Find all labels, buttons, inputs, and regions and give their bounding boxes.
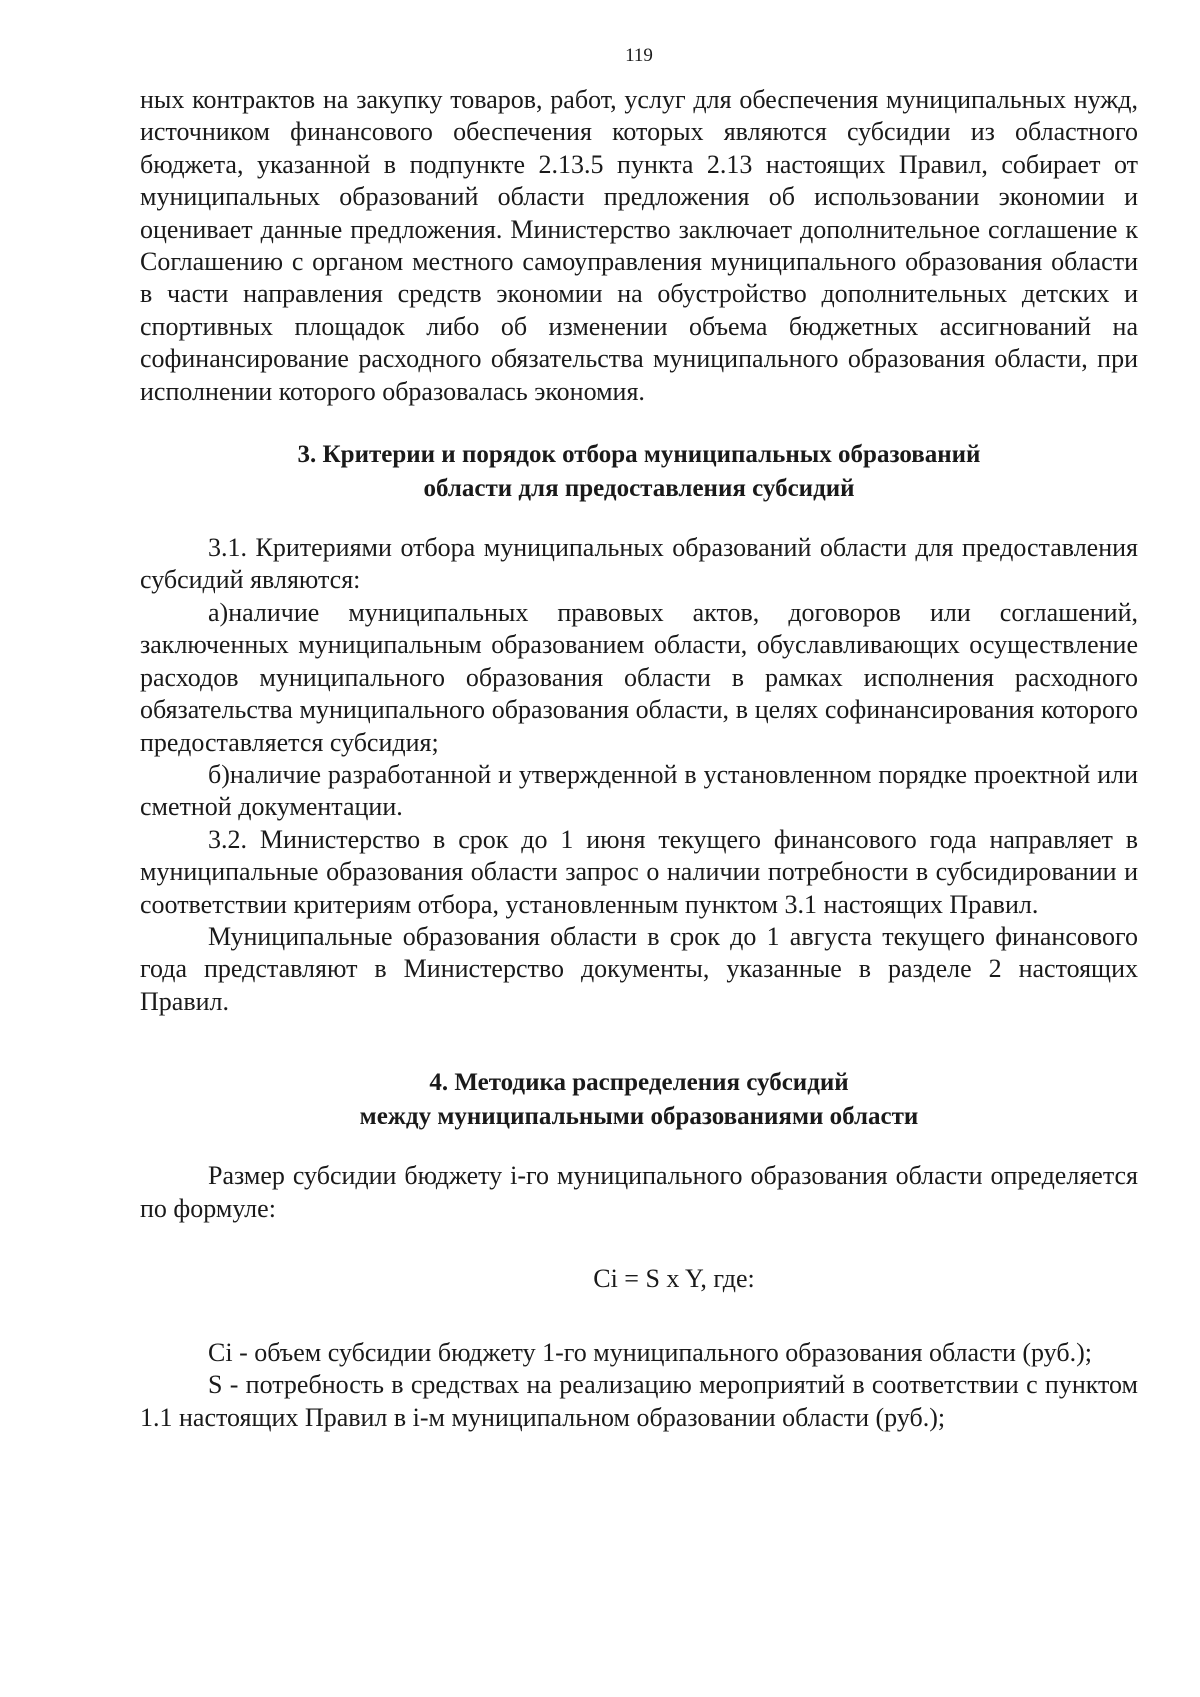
definition-s: S - потребность в средствах на реализацию мероприятий в соответствии с пунктом 1.1 настоящих Правил в i-м муниципальном образовании области (руб.); [140,1370,1138,1432]
section-3-heading-line-2: области для предоставления субсидий [423,475,855,503]
section-4-heading-line-2: между муниципальными образованиями области [359,1103,919,1131]
section-3-heading [140,438,1138,506]
subsidy-formula: Ci = S x Y, где: [593,1263,755,1293]
paragraph-municipal-deadline: Муниципальные образования области в срок до 1 августа текущего финансового года представляют в Министерство документы, указанные в разделе 2 настоящих Правил. [140,921,1138,1016]
continuation-paragraph: ных контрактов на закупку товаров, работ, услуг для обеспечения муниципальных нужд, источником финансового обеспечения которых являются субсидии из областного бюджета, указанной в подпункте 2.13.5 пункта 2.13 настоящих Правил, собирает от муниципальных образований области предложения об использовании экономии и оценивает данные предложения. Министерство заключает дополнительное соглашение к Соглашению с органом местного самоуправления муниципального образования области в части направления средств экономии на обустройство дополнительных детских и спортивных площадок либо об изменении объема бюджетных ассигнований на софинансирование расходного обязательства муниципального образования области, при исполнении которого образовалась экономия. [140,85,1138,406]
section-4-heading [140,1066,1138,1134]
paragraph-3-1: 3.1. Критериями отбора муниципальных образований области для предоставления субсидий являются: [140,533,1138,595]
document-page [140,44,1138,1434]
criterion-b: б)наличие разработанной и утвержденной в установленном порядке проектной или сметной документации. [140,759,1138,822]
criterion-a: а)наличие муниципальных правовых актов, договоров или соглашений, заключенных муниципальным образованием области, обуславливающих осуществление расходов муниципального образования области в рамках исполнения расходного обязательства муниципального образования области, в целях софинансирования которого предоставляется субсидия; [140,597,1138,757]
section-4-heading-line-1: 4. Методика распределения субсидий [429,1069,849,1097]
definition-ci: Ci - объем субсидии бюджету 1-го муниципального образования области (руб.); [208,1337,1092,1367]
paragraph-formula-intro: Размер субсидии бюджету i-го муниципального образования области определяется по формуле: [140,1161,1138,1223]
page-number: 119 [625,45,653,66]
section-3-heading-line-1: 3. Критерии и порядок отбора муниципальных образований [297,441,981,469]
paragraph-3-2: 3.2. Министерство в срок до 1 июня текущего финансового года направляет в муниципальные образования области запрос о наличии потребности в субсидировании и соответствии критериям отбора, установленным пунктом 3.1 настоящих Правил. [140,824,1138,919]
